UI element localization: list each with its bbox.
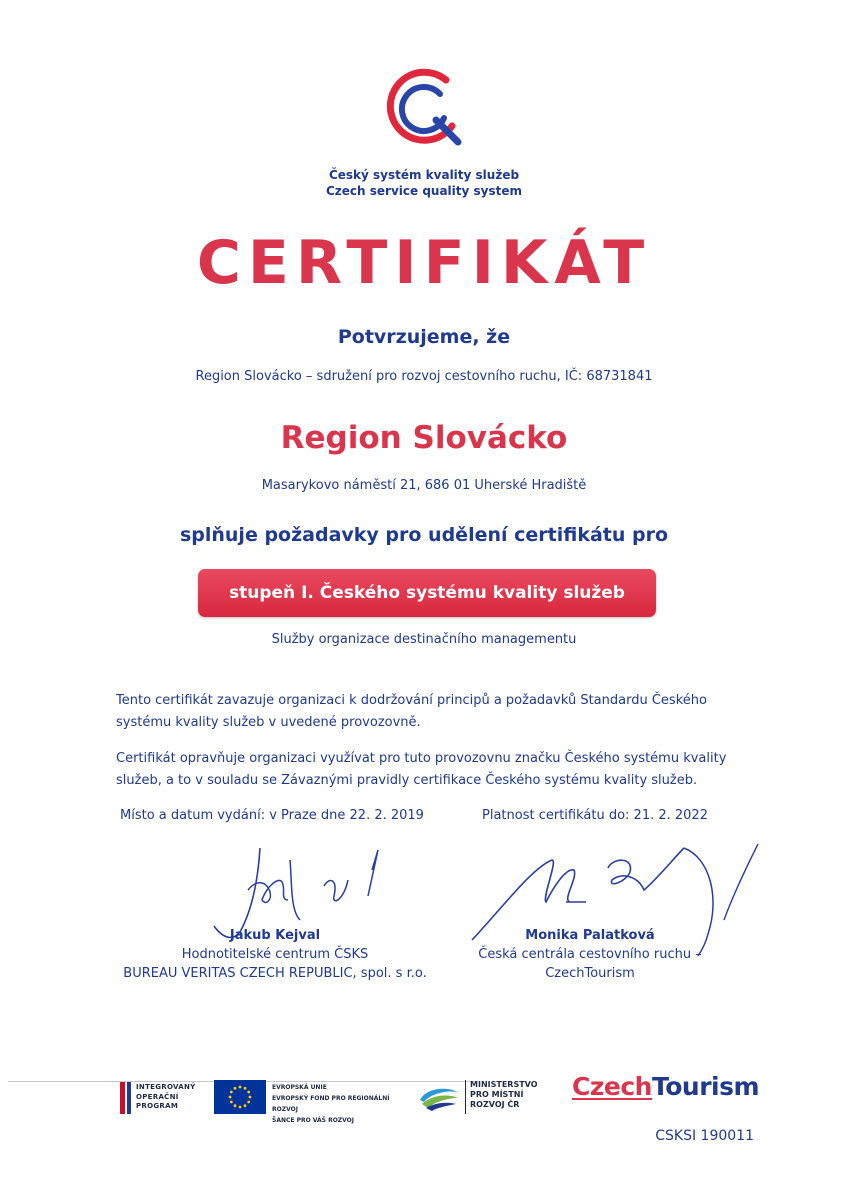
organization-name: Region Slovácko bbox=[280, 420, 568, 456]
confirm-heading: Potvrzujeme, že bbox=[337, 326, 511, 348]
signatory-left-line2: BUREAU VERITAS CZECH REPUBLIC, spol. s r.o. bbox=[123, 966, 427, 981]
legal-entity-line: Region Slovácko – sdružení pro rozvoj cestovního ruchu, IČ: 68731841 bbox=[195, 369, 653, 384]
signatory-right-line2: CzechTourism bbox=[545, 966, 635, 981]
organization-address: Masarykovo náměstí 21, 686 01 Uherské Hradiště bbox=[261, 478, 587, 493]
issue-place-date: Místo a datum vydání: v Praze dne 22. 2. 2019 bbox=[120, 808, 424, 823]
signatory-left bbox=[110, 926, 440, 983]
certification-scope: Služby organizace destinačního managementu bbox=[271, 632, 577, 647]
mmr-logo-text: MINISTERSTVO PRO MÍSTNÍ ROZVOJ ČR bbox=[470, 1080, 538, 1109]
paragraph-obligation: Tento certifikát zavazuje organizaci k dodržování principů a požadavků Standardu Českého systému kvality služeb v uvedené provozovně. bbox=[116, 693, 707, 730]
signatory-left-line1: Hodnotitelské centrum ČSKS bbox=[181, 947, 369, 962]
signatory-right-name: Monika Palatková bbox=[525, 928, 655, 943]
mmr-divider bbox=[465, 1080, 466, 1114]
czechtourism-logo-part-a: Czech bbox=[572, 1072, 652, 1101]
eu-flag-icon bbox=[214, 1080, 266, 1114]
brand-name-en: Czech service quality system bbox=[325, 184, 522, 198]
signatory-left-name: Jakub Kejval bbox=[229, 928, 321, 943]
meets-requirements-text: splňuje požadavky pro udělení certifikátu pro bbox=[179, 524, 669, 546]
mmr-swirl-icon bbox=[416, 1082, 462, 1112]
validity-date: Platnost certifikátu do: 21. 2. 2022 bbox=[482, 808, 708, 823]
czechtourism-logo-part-b: Tourism bbox=[651, 1072, 760, 1101]
czechtourism-logo bbox=[572, 1072, 759, 1101]
eu-logo-text: EVROPSKÁ UNIE EVROPSKÝ FOND PRO REGIONÁLNÍ ROZVOJ ŠANCE PRO VÁŠ ROZVOJ bbox=[272, 1084, 390, 1124]
iop-logo bbox=[120, 1082, 212, 1114]
paragraph-authorization: Certifikát opravňuje organizaci využívat pro tuto provozovnu značku Českého systému kvality služeb, a to v souladu se Závaznými pravidly certifikace Českého systému kvality služeb. bbox=[116, 751, 727, 788]
certificate-code: CSKSI 190011 bbox=[655, 1128, 754, 1144]
certificate-title: CERTIFIKÁT bbox=[196, 228, 652, 298]
csks-logo-icon bbox=[382, 66, 466, 150]
iop-blue-bar-icon bbox=[127, 1082, 131, 1114]
signatory-right-line1: Česká centrála cestovního ruchu – bbox=[478, 947, 702, 962]
brand-name-cz: Český systém kvality služeb bbox=[328, 168, 520, 182]
iop-logo-text: INTEGROVANÝ OPERAČNÍ PROGRAM bbox=[136, 1083, 196, 1110]
signatory-right bbox=[440, 926, 740, 983]
level-banner: stupeň I. Českého systému kvality služeb bbox=[198, 569, 656, 617]
iop-red-bar-icon bbox=[120, 1082, 125, 1114]
